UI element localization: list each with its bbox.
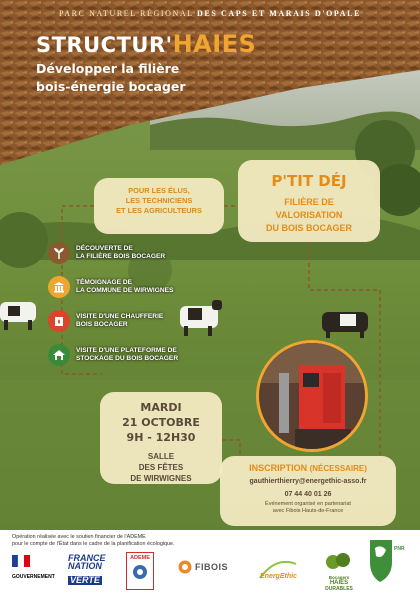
program-item-label xyxy=(76,313,163,330)
event-box xyxy=(238,160,380,242)
program-item-line: LA COMMUNE DE WIRWIGNES xyxy=(76,287,174,294)
inscription-phone[interactable]: 07 44 40 01 26 xyxy=(284,491,332,498)
program-item-line: VISITE D'UNE CHAUFFERIE xyxy=(76,312,164,320)
partner-line-1: Événement organisé en partenariat xyxy=(265,501,351,507)
fibois-text: FIBOIS xyxy=(195,562,229,572)
fnv-line-1: FRANCE xyxy=(68,553,106,563)
ademe-logo xyxy=(126,552,154,590)
energethic-text: EnergEthic xyxy=(260,573,297,580)
funding-line-2: pour le compte de l'État dans le cadre de la planification écologique. xyxy=(12,541,175,547)
program-item-discovery xyxy=(48,242,165,264)
france-nation-verte-logo xyxy=(68,554,120,588)
gouvernement-logo xyxy=(12,554,56,580)
partner-line-2: avec Fibois Hauts-de-France xyxy=(272,508,344,514)
town-hall-icon xyxy=(48,276,70,298)
energethic-logo xyxy=(256,556,302,580)
event-title: P'TIT DÉJ xyxy=(271,172,347,190)
partner-note xyxy=(220,501,396,515)
barn-icon xyxy=(48,344,70,366)
program-item-line: STOCKAGE DU BOIS BOCAGER xyxy=(76,355,179,362)
audience-box xyxy=(94,178,224,234)
program-item-label xyxy=(76,245,165,262)
event-place xyxy=(100,451,222,484)
audience-line-1: POUR LES ÉLUS, xyxy=(128,186,190,195)
audience-line-3: ET LES AGRICULTEURS xyxy=(116,206,202,215)
fnv-line-3: VERTE xyxy=(70,575,100,585)
park-name-prefix: PARC NATUREL RÉGIONAL xyxy=(58,9,194,18)
event-subtitle-line-3: DU BOIS BOCAGER xyxy=(265,223,352,233)
french-flag-icon xyxy=(12,555,30,567)
program-item-testimony xyxy=(48,276,173,298)
event-subtitle-line-2: VALORISATION xyxy=(275,210,343,220)
boiler-photo xyxy=(256,340,368,452)
inscription-email[interactable]: gauthierthierry@energethic-asso.fr xyxy=(249,478,367,485)
program-item-line: VISITE D'UNE PLATEFORME DE xyxy=(76,346,177,354)
fnv-line-2: NATION xyxy=(68,561,102,571)
event-subtitle xyxy=(238,196,380,235)
fibois-icon xyxy=(178,560,192,574)
funding-note xyxy=(12,534,272,548)
subtitle-line-2: bois-énergie bocager xyxy=(36,79,186,94)
park-name-bold: DES CAPS ET MARAIS D'OPALE xyxy=(197,9,362,18)
plant-icon xyxy=(48,242,70,264)
pnr-text: PNR xyxy=(394,546,405,552)
program-item-label xyxy=(76,347,178,364)
footer xyxy=(0,530,420,595)
event-place-line-3: DE WIRWIGNES xyxy=(130,474,192,483)
program-item-boiler-visit xyxy=(48,310,163,332)
inscription-title xyxy=(220,463,396,473)
funding-line-1: Opération réalisée avec le soutien financier de l'ADEME xyxy=(12,534,146,540)
event-day: MARDI xyxy=(140,401,182,414)
title-accent: HAIES xyxy=(172,30,257,58)
event-time: 9H - 12H30 xyxy=(126,431,196,444)
bocagers-line-1: Bocagers xyxy=(328,575,350,580)
event-subtitle-line-1: FILIÈRE DE xyxy=(284,197,334,207)
event-place-line-2: DES FÊTES xyxy=(138,463,184,472)
inscription-box xyxy=(220,456,396,526)
program-item-line: BOIS BOCAGER xyxy=(76,321,128,328)
title-prefix: STRUCTUR' xyxy=(36,33,173,57)
inscription-note: (NÉCESSAIRE) xyxy=(309,464,367,473)
gouvernement-text: GOUVERNEMENT xyxy=(12,574,55,580)
event-place-line-1: SALLE xyxy=(147,452,175,461)
ademe-text: ADEME xyxy=(130,555,150,561)
program-item-line: DÉCOUVERTE DE xyxy=(76,244,133,252)
hedge-icon xyxy=(325,552,353,570)
bocagers-line-3: DURABLES xyxy=(325,586,353,592)
program-item-label xyxy=(76,279,173,296)
event-date: 21 OCTOBRE xyxy=(122,416,200,429)
bocagers-line-2: HAIES xyxy=(329,580,349,586)
pnr-logo xyxy=(366,536,412,593)
program-item-line: TÉMOIGNAGE DE xyxy=(76,278,133,286)
pnr-emblem-icon xyxy=(366,536,412,588)
bocagers-logo xyxy=(318,552,360,592)
program-item-line: LA FILIÈRE BOIS BOCAGER xyxy=(76,253,166,260)
program-item-storage-visit xyxy=(48,344,178,366)
audience-line-2: LES TECHNICIENS xyxy=(125,196,193,205)
date-box xyxy=(100,392,222,484)
fibois-logo xyxy=(178,560,228,574)
inscription-heading: INSCRIPTION xyxy=(249,463,308,473)
subtitle-line-1: Développer la filière xyxy=(36,61,180,76)
boiler-icon xyxy=(48,310,70,332)
